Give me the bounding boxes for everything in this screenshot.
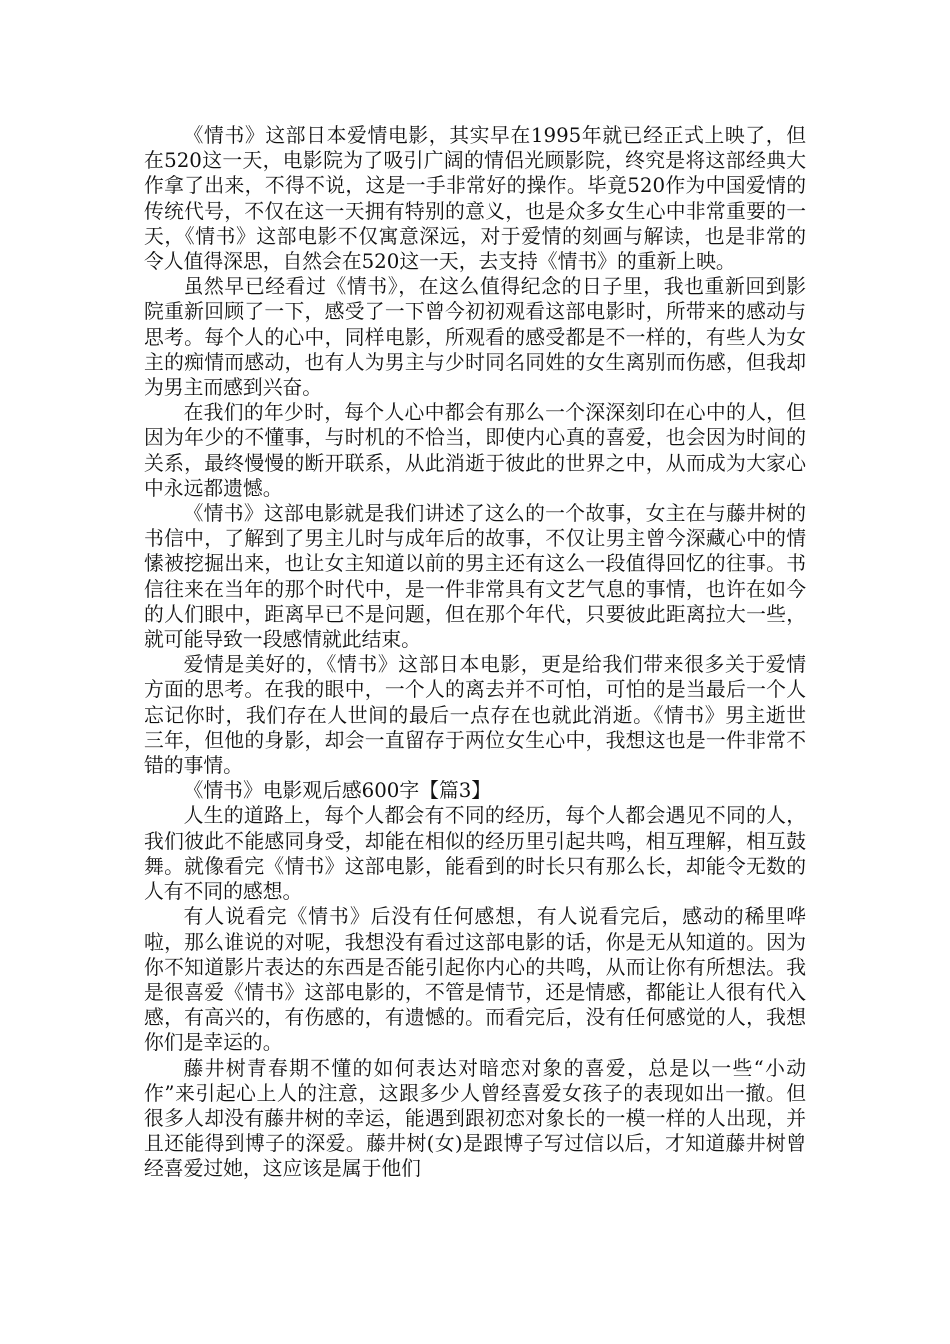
paragraph-1: 《情书》这部日本爱情电影，其实早在1995年就已经正式上映了，但在520这一天，电影院为了吸引广阔的情侣光顾影院，终究是将这部经典大作拿了出来，不得不说，这是一手非常好的操作。毕竟520作为中国爱情的传统代号，不仅在这一天拥有特别的意义，也是众多女生心中非常重要的一天，《情书》这部电影不仅寓意深远，对于爱情的刻画与解读，也是非常的令人值得深思，自然会在520这一天，去支持《情书》的重新上映。 bbox=[144, 124, 806, 274]
paragraph-6: 人生的道路上，每个人都会有不同的经历，每个人都会遇见不同的人，我们彼此不能感同身受，却能在相似的经历里引起共鸣，相互理解，相互鼓舞。就像看完《情书》这部电影，能看到的时长只有那么长，却能令无数的人有不同的感想。 bbox=[144, 804, 806, 904]
document-page bbox=[144, 123, 806, 1182]
paragraph-5: 爱情是美好的，《情书》这部日本电影，更是给我们带来很多关于爱情方面的思考。在我的眼中，一个人的离去并不可怕，可怕的是当最后一个人忘记你时，我们存在人世间的最后一点存在也就此消逝。《情书》男主逝世三年，但他的身影，却会一直留存于两位女生心中，我想这也是一件非常不错的事情。 bbox=[144, 653, 806, 778]
section-heading: 《情书》电影观后感600字【篇3】 bbox=[183, 779, 492, 803]
paragraph-3: 在我们的年少时，每个人心中都会有那么一个深深刻印在心中的人，但因为年少的不懂事，与时机的不恰当，即使内心真的喜爱，也会因为时间的关系，最终慢慢的断开联系，从此消逝于彼此的世界之中，从而成为大家心中永远都遗憾。 bbox=[144, 401, 806, 500]
paragraph-2: 虽然早已经看过《情书》，在这么值得纪念的日子里，我也重新回到影院重新回顾了一下，感受了一下曾今初初观看这部电影时，所带来的感动与思考。每个人的心中，同样电影，所观看的感受都是不一样的，有些人为女主的痴情而感动，也有人为男主与少时同名同姓的女生离别而伤感，但我却为男主而感到兴奋。 bbox=[144, 275, 806, 400]
paragraph-7: 有人说看完《情书》后没有任何感想，有人说看完后，感动的稀里哗啦，那么谁说的对呢，我想没有看过这部电影的话，你是无从知道的。因为你不知道影片表达的东西是否能引起你内心的共鸣，从而让你有所想法。我是很喜爱《情书》这部电影的，不管是情节，还是情感，都能让人很有代入感，有高兴的，有伤感的，有遗憾的。而看完后，没有任何感觉的人，我想你们是幸运的。 bbox=[144, 905, 806, 1055]
paragraph-8: 藤井树青春期不懂的如何表达对暗恋对象的喜爱，总是以一些“小动作”来引起心上人的注意，这跟多少人曾经喜爱女孩子的表现如出一撤。但很多人却没有藤井树的幸运，能遇到跟初恋对象长的一模一样的人出现，并且还能得到博子的深爱。藤井树(女)是跟博子写过信以后，才知道藤井树曾经喜爱过她，这应该是属于他们 bbox=[144, 1056, 806, 1181]
paragraph-4: 《情书》这部电影就是我们讲述了这么的一个故事，女主在与藤井树的书信中，了解到了男主儿时与成年后的故事，不仅让男主曾今深藏心中的情愫被挖掘出来，也让女主知道以前的男主还有这么一段值得回忆的往事。书信往来在当年的那个时代中，是一件非常具有文艺气息的事情，也许在如今的人们眼中，距离早已不是问题，但在那个年代，只要彼此距离拉大一些，就可能导致一段感情就此结束。 bbox=[144, 502, 806, 652]
